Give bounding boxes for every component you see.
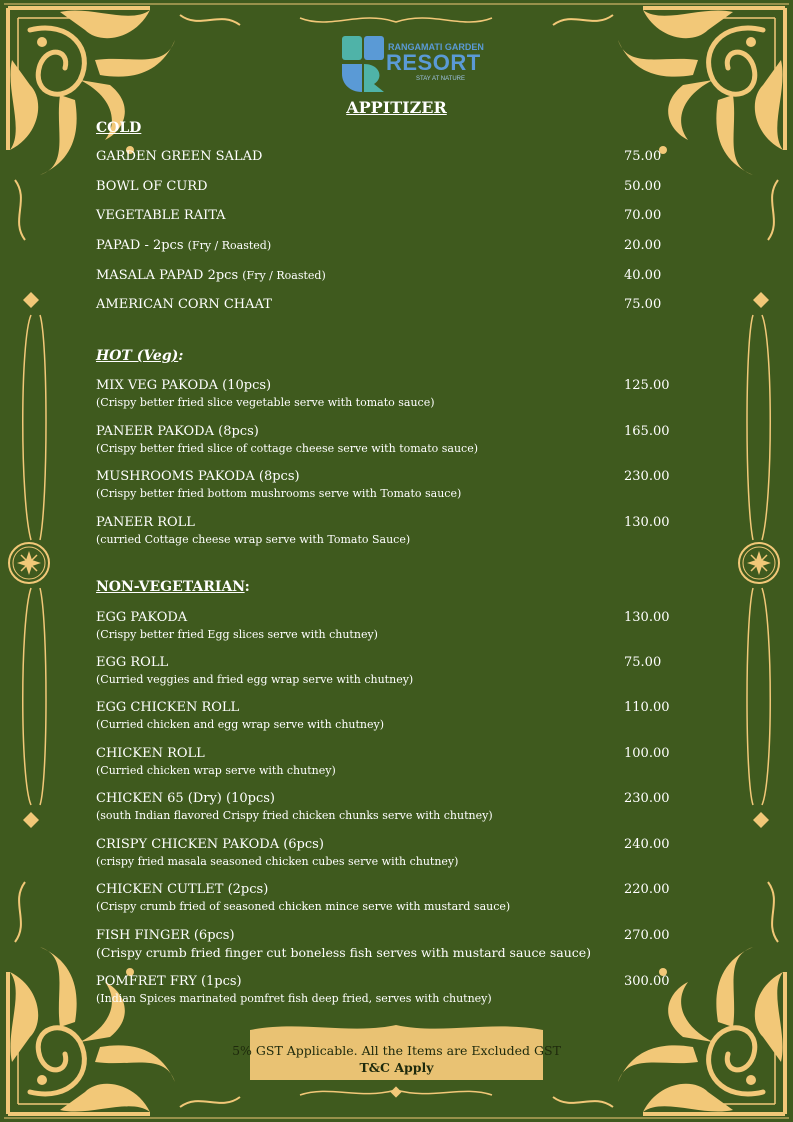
- item-name: MIX VEG PAKODA (10pcs): [96, 378, 272, 393]
- item-price: 130.00: [624, 610, 670, 625]
- item-price: 230.00: [624, 791, 670, 806]
- menu-item: [96, 699, 676, 732]
- item-description: (crispy fried masala seasoned chicken cubes serve with chutney): [96, 855, 459, 868]
- item-name: POMFRET FRY (1pcs): [96, 974, 242, 989]
- menu-item: [96, 207, 676, 225]
- item-name: CHICKEN CUTLET (2pcs): [96, 882, 269, 897]
- section-heading-cold: [96, 120, 141, 136]
- item-name: FISH FINGER (6pcs): [96, 928, 235, 943]
- side-star-medallion-icon: [9, 543, 49, 583]
- gst-note: 5% GST Applicable. All the Items are Excluded GST: [232, 1043, 561, 1058]
- item-description: (Curried chicken wrap serve with chutney): [96, 764, 336, 777]
- menu-item: [96, 745, 676, 778]
- menu-item: [96, 654, 676, 687]
- item-name: PANEER ROLL: [96, 515, 195, 530]
- menu-item: [96, 237, 676, 255]
- menu-item: [96, 296, 676, 314]
- item-name: EGG ROLL: [96, 655, 169, 670]
- menu-item: [96, 790, 676, 823]
- section-heading-colon: :: [244, 579, 250, 595]
- item-price: 300.00: [624, 974, 670, 989]
- item-price: 230.00: [624, 469, 670, 484]
- item-description: (Indian Spices marinated pomfret fish deep fried, serves with chutney): [96, 992, 492, 1005]
- item-price: 220.00: [624, 882, 670, 897]
- menu-item: [96, 927, 676, 960]
- brand-tagline: STAY AT NATURE: [416, 76, 466, 82]
- item-description: (south Indian flavored Crispy fried chicken chunks serve with chutney): [96, 809, 493, 822]
- resort-logo-icon: [340, 34, 386, 94]
- page-title: APPITIZER: [346, 98, 447, 117]
- item-option: (Fry / Roasted): [187, 239, 272, 252]
- diamond-icon: [390, 1086, 401, 1097]
- menu-item: [96, 836, 676, 869]
- section-heading-hot-veg: [96, 348, 183, 364]
- menu-item: [96, 178, 676, 196]
- brand-name-main: RESORT: [386, 50, 481, 75]
- terms-note: T&C Apply: [359, 1060, 434, 1075]
- item-description: (Crispy crumb fried finger cut boneless fish serves with mustard sauce sauce): [96, 945, 592, 960]
- side-star-medallion-icon: [739, 543, 779, 583]
- resort-logo: [340, 30, 490, 100]
- menu-item: [96, 267, 676, 285]
- item-price: 130.00: [624, 515, 670, 530]
- item-name: MASALA PAPAD 2pcs (Fry / Roasted): [96, 268, 326, 283]
- item-name: EGG CHICKEN ROLL: [96, 700, 240, 715]
- diamond-icon: [753, 812, 769, 828]
- menu-item: [96, 468, 676, 501]
- section-heading-non-veg: [96, 579, 250, 595]
- item-price: 240.00: [624, 837, 670, 852]
- item-price: 165.00: [624, 424, 670, 439]
- item-name: GARDEN GREEN SALAD: [96, 149, 263, 164]
- menu-item: [96, 514, 676, 547]
- item-description: (curried Cottage cheese wrap serve with Tomato Sauce): [96, 533, 411, 546]
- item-price: 75.00: [624, 655, 662, 670]
- item-description: (Crispy better fried slice of cottage cheese serve with tomato sauce): [96, 442, 479, 455]
- item-name: EGG PAKODA: [96, 610, 188, 625]
- item-description: (Crispy better fried bottom mushrooms serve with Tomato sauce): [96, 487, 462, 500]
- item-price: 50.00: [624, 179, 662, 194]
- menu-item: [96, 148, 676, 166]
- item-name: PANEER PAKODA (8pcs): [96, 424, 259, 439]
- item-price: 100.00: [624, 746, 670, 761]
- menu-item: [96, 973, 676, 1006]
- item-name: CHICKEN ROLL: [96, 746, 205, 761]
- menu-item: [96, 609, 676, 642]
- item-price: 40.00: [624, 268, 662, 283]
- item-price: 125.00: [624, 378, 670, 393]
- diamond-icon: [23, 292, 39, 308]
- item-name: CRISPY CHICKEN PAKODA (6pcs): [96, 837, 324, 852]
- item-name: AMERICAN CORN CHAAT: [96, 297, 272, 312]
- item-description: (Curried veggies and fried egg wrap serve with chutney): [96, 673, 414, 686]
- item-name: PAPAD - 2pcs (Fry / Roasted): [96, 238, 272, 253]
- menu-item: [96, 377, 676, 410]
- item-description: (Crispy better fried Egg slices serve with chutney): [96, 628, 378, 641]
- item-name: CHICKEN 65 (Dry) (10pcs): [96, 791, 275, 806]
- section-heading-colon: :: [178, 348, 184, 364]
- item-price: 270.00: [624, 928, 670, 943]
- menu-item: [96, 423, 676, 456]
- section-heading-text: NON-VEGETARIAN: [96, 579, 245, 595]
- item-name: BOWL OF CURD: [96, 179, 208, 194]
- item-description: (Crispy crumb fried of seasoned chicken mince serve with mustard sauce): [96, 900, 511, 913]
- section-heading-text: COLD: [96, 120, 142, 136]
- item-description: (Crispy better fried slice vegetable serve with tomato sauce): [96, 396, 435, 409]
- item-price: 75.00: [624, 149, 662, 164]
- corner-flourish-icon: [553, 8, 785, 240]
- item-price: 70.00: [624, 208, 662, 223]
- item-description: (Curried chicken and egg wrap serve with chutney): [96, 718, 385, 731]
- section-heading-text: HOT (Veg): [96, 348, 179, 364]
- item-option: (Fry / Roasted): [242, 269, 326, 282]
- item-name: MUSHROOMS PAKODA (8pcs): [96, 469, 300, 484]
- menu-item: [96, 881, 676, 914]
- item-price: 75.00: [624, 297, 662, 312]
- item-price: 20.00: [624, 238, 662, 253]
- diamond-icon: [23, 812, 39, 828]
- item-price: 110.00: [624, 700, 670, 715]
- brand-name-top: RANGAMATI GARDEN: [388, 42, 484, 52]
- item-name: VEGETABLE RAITA: [96, 208, 226, 223]
- diamond-icon: [753, 292, 769, 308]
